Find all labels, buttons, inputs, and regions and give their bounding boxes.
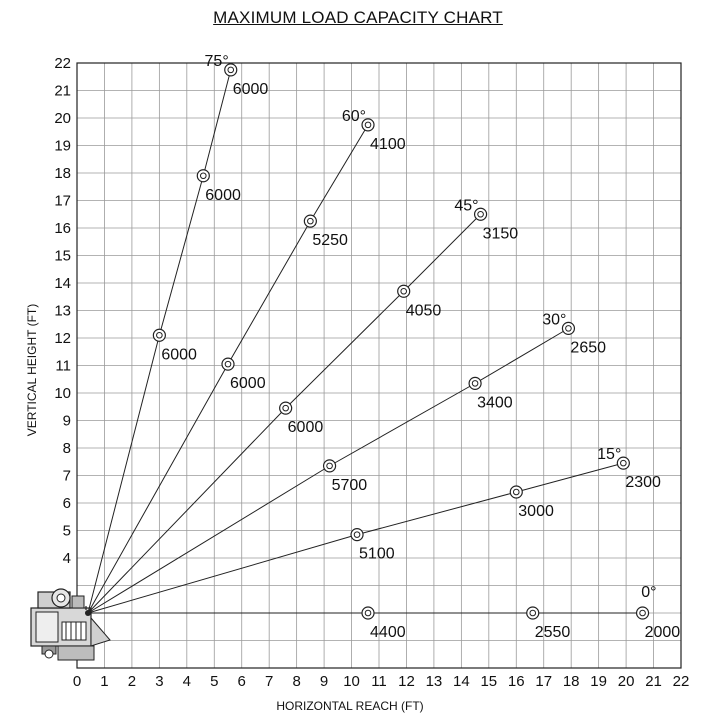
load-label: 3000 — [518, 503, 554, 520]
angle-label: 60° — [341, 107, 367, 125]
x-tick-label: 0 — [72, 673, 82, 690]
y-tick-label: 14 — [54, 275, 71, 292]
data-point — [637, 607, 649, 619]
angle-label: 75° — [204, 52, 229, 70]
x-tick-label: 2 — [127, 673, 137, 690]
y-tick-label: 21 — [54, 82, 71, 100]
load-label: 2300 — [625, 474, 661, 492]
load-label: 6000 — [232, 80, 269, 98]
y-tick-label: 6 — [62, 495, 71, 512]
y-tick-label: 20 — [54, 110, 71, 127]
x-tick-label: 14 — [453, 673, 470, 690]
x-tick-label: 21 — [645, 673, 662, 690]
load-label: 4400 — [370, 624, 406, 641]
load-label: 6000 — [287, 419, 324, 437]
x-tick-label: 17 — [535, 673, 553, 690]
x-tick-label: 19 — [590, 673, 607, 690]
load-label: 5250 — [312, 232, 348, 250]
y-tick-label: 13 — [54, 302, 71, 320]
grid — [77, 63, 681, 668]
load-label: 4050 — [405, 302, 442, 320]
y-tick-label: 11 — [55, 357, 71, 375]
x-tick-label: 4 — [182, 673, 191, 690]
load-label: 5700 — [331, 476, 368, 494]
y-tick-label: 4 — [62, 550, 71, 567]
angle-label: 45° — [454, 197, 479, 215]
x-tick-label: 8 — [292, 673, 301, 690]
data-point — [362, 607, 374, 619]
x-tick-label: 12 — [398, 673, 415, 690]
y-tick-label: 5 — [62, 522, 71, 540]
x-tick-label: 10 — [343, 673, 360, 690]
data-point — [527, 607, 539, 619]
x-tick-label: 7 — [265, 673, 274, 690]
data-point — [351, 529, 363, 541]
x-tick-label: 22 — [672, 673, 690, 690]
load-label: 2550 — [534, 624, 571, 641]
y-tick-label: 7 — [62, 467, 71, 485]
data-point — [304, 215, 316, 227]
x-tick-label: 5 — [210, 673, 219, 690]
data-point — [222, 358, 234, 370]
data-point — [197, 170, 209, 182]
load-label: 6000 — [161, 346, 197, 364]
y-tick-label: 17 — [54, 192, 71, 210]
series-group — [85, 53, 680, 641]
y-tick-label: 22 — [54, 55, 71, 72]
series-4 — [88, 446, 661, 613]
data-point — [153, 329, 165, 341]
x-tick-label: 18 — [562, 673, 580, 690]
data-point — [324, 460, 336, 472]
y-tick-label: 19 — [54, 137, 71, 155]
y-tick-label: 18 — [54, 165, 71, 182]
load-label: 2650 — [570, 339, 607, 357]
x-tick-label: 11 — [371, 673, 387, 690]
crane-base-icon — [31, 589, 110, 660]
load-label: 6000 — [230, 375, 266, 393]
y-tick-label: 12 — [54, 330, 71, 347]
load-label: 4100 — [370, 135, 406, 153]
data-point — [280, 402, 292, 414]
load-label: 3150 — [482, 225, 519, 243]
x-tick-label: 9 — [319, 673, 329, 690]
angle-label: 15° — [597, 446, 622, 464]
y-tick-label: 16 — [54, 220, 71, 237]
data-point — [510, 486, 522, 498]
y-tick-label: 9 — [62, 412, 71, 430]
angle-label: 30° — [542, 311, 567, 329]
load-label: 5100 — [359, 545, 395, 563]
x-tick-label: 3 — [155, 673, 164, 690]
x-tick-label: 20 — [617, 673, 635, 690]
load-label: 3400 — [477, 394, 513, 412]
chart-title: MAXIMUM LOAD CAPACITY CHART — [213, 8, 503, 27]
x-axis-label: HORIZONTAL REACH (FT) — [276, 699, 424, 713]
series-5 — [88, 584, 680, 641]
angle-label: 0° — [641, 584, 657, 601]
load-label: 2000 — [644, 624, 681, 641]
x-tick-label: 6 — [237, 673, 246, 690]
boom-pivot-icon — [85, 610, 91, 616]
load-label: 6000 — [205, 186, 241, 204]
x-tick-label: 16 — [507, 673, 525, 690]
y-axis-label: VERTICAL HEIGHT (FT) — [25, 303, 39, 437]
data-point — [398, 285, 410, 297]
y-tick-label: 15 — [54, 247, 71, 265]
y-tick-label: 10 — [54, 385, 71, 402]
y-tick-label: 8 — [62, 440, 71, 457]
x-tick-label: 13 — [425, 673, 443, 690]
x-tick-label: 1 — [100, 673, 109, 690]
data-point — [469, 377, 481, 389]
x-tick-label: 15 — [480, 673, 498, 690]
